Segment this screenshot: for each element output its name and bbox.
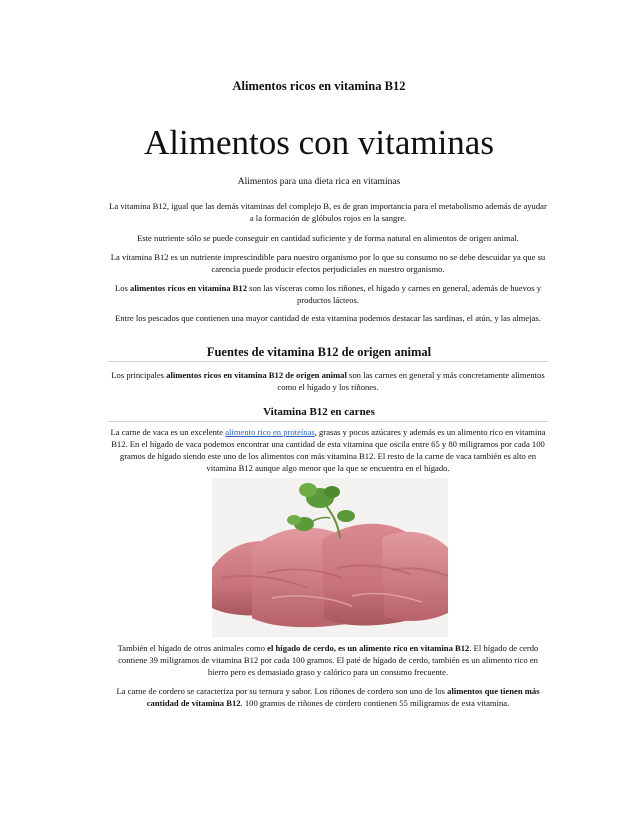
paragraph-foods-text-c: son las vísceras como los riñones, el hígado y carnes en general, además de huevos y productos lácteos. — [247, 283, 542, 305]
paragraph-lamb-text-a: La carne de cordero se caracteriza por su ternura y sabor. Los riñones de cordero son uno de los — [116, 686, 448, 696]
paragraph-animal-sources-bold: alimentos ricos en vitamina B12 de origen animal — [166, 370, 347, 380]
paragraph-natural-sources-text: Este nutriente sólo se puede conseguir en cantidad suficiente y de forma natural en alimentos de origen animal. — [137, 233, 519, 243]
paragraph-animal-sources — [108, 369, 548, 393]
paragraph-lamb-text-c: . 100 gramos de riñones de cordero contienen 55 miligramos de esta vitamina. — [240, 698, 510, 708]
protein-foods-link[interactable]: alimento rico en proteínas — [225, 427, 315, 437]
paragraph-natural-sources — [108, 232, 548, 244]
paragraph-animal-sources-text-a: Los principales — [111, 370, 167, 380]
subtitle: Alimentos para una dieta rica en vitaminas — [237, 177, 401, 187]
paragraph-pork-liver-text-a: También el hígado de otros animales como — [117, 643, 268, 653]
paragraph-intro-text: La vitamina B12, igual que las demás vitaminas del complejo B, es de gran importancia para el metabolismo además de ayudar a la formación de glóbulos rojos en la sangre. — [109, 201, 547, 223]
paragraph-animal-sources-text-c: son las carnes en general y más concretamente alimentos como el hígado y los riñones. — [277, 370, 545, 392]
document-header-title: Alimentos ricos en vitamina B12 — [232, 79, 406, 93]
paragraph-beef-text-a: La carne de vaca es un excelente — [110, 427, 226, 437]
paragraph-fish — [108, 312, 548, 324]
paragraph-intro — [108, 200, 548, 224]
paragraph-beef — [108, 426, 548, 474]
main-title: Alimentos con vitaminas — [144, 123, 494, 162]
paragraph-beef-text-b: , grasas y pocos azúcares y además es un alimento rico en vitamina B12. En el hígado de vaca podemos encontrar una cantidad de esta vitamina que oscila entre 65 y 80 miligramos por cada 100 gramos de hígado siendo este uno de los alimentos con más vitamina B12. El resto de la carne de vaca también es alto en vitamina B12 aunque algo menor que la que se encuentra en el hígado. — [111, 427, 546, 473]
paragraph-lamb-bold: alimentos que tienen más cantidad de vitamina B12 — [146, 686, 540, 708]
paragraph-foods — [108, 282, 548, 306]
section-heading-animal-sources: Fuentes de vitamina B12 de origen animal — [206, 345, 432, 359]
paragraph-fish-text: Entre los pescados que contienen una mayor cantidad de esta vitamina podemos destacar las sardinas, el atún, y las almejas. — [115, 313, 541, 323]
section-divider — [108, 421, 548, 422]
paragraph-foods-bold: alimentos ricos en vitamina B12 — [130, 283, 247, 293]
raw-beef-with-parsley-photo — [212, 478, 448, 637]
paragraph-lamb — [108, 685, 548, 709]
paragraph-pork-liver-text-c: . El hígado de cerdo contiene 39 miligramos de vitamina B12 por cada 100 gramos. El paté de hígado de cerdo, también es un alimento rico en hierro pero es demasiado graso y calórico para un consumo frecuente. — [118, 643, 539, 677]
meat-illustration — [212, 478, 448, 637]
section-heading-meats: Vitamina B12 en carnes — [263, 406, 375, 418]
paragraph-pork-liver-bold: el hígado de cerdo, es un alimento rico en vitamina B12 — [267, 643, 470, 653]
paragraph-importance — [108, 251, 548, 275]
section-divider — [108, 361, 548, 362]
paragraph-foods-text-a: Los — [114, 283, 131, 293]
paragraph-importance-text: La vitamina B12 es un nutriente imprescindible para nuestro organismo por lo que su consumo no se debe descuidar ya que su carencia puede producir efectos perjudiciales en nuestro organismo. — [110, 252, 546, 274]
paragraph-pork-liver — [108, 642, 548, 678]
